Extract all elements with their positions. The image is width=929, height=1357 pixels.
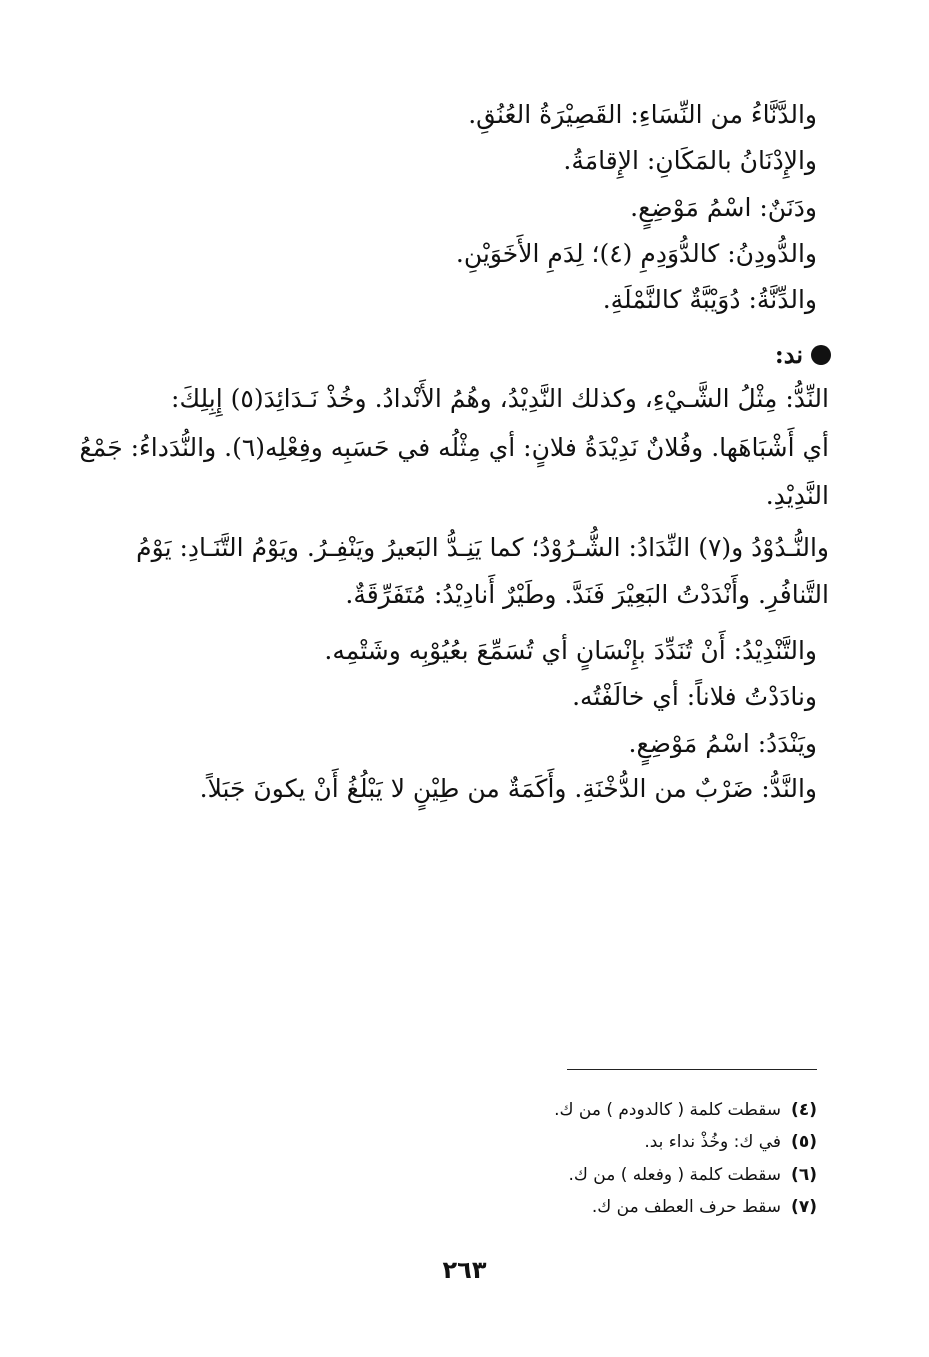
footnote-number: (٤) [791,1100,817,1120]
entry-line: ويَنْدَدُ: اسْمُ مَوْضِعٍ. [628,729,817,758]
footnote [644,1129,817,1155]
footnote-number: (٧) [791,1197,817,1217]
paragraph-line: أي أَشْبَاهَها. وفُلانٌ نَدِيْدَةُ فلانٍ: أي مِثْلُه في حَسَبِه وفِعْلِه(٦). والنُّدَداءُ: جَمْعُ [79,433,829,462]
footnote-separator [567,1069,817,1070]
entry-line: والدِّنَّةُ: دُوَيْبَّةٌ كالنَّمْلَةِ. [602,285,817,314]
entry-line: والإِدْنَانُ بالمَكَانِ: الإِقامَةُ. [563,146,817,175]
footnote-number: (٦) [791,1165,817,1185]
footnote-number: (٥) [791,1132,817,1152]
entry-line: والدُّودِنُ: كالدُّوَدِمِ (٤)؛ لِدَمِ الأَخَوَيْنِ. [455,239,817,268]
page-number: ٢٦٣ [442,1256,487,1284]
entry-heading-label: ند: [774,340,803,369]
entry-heading [775,338,831,372]
footnote [592,1194,817,1220]
footnote-text: سقط حرف العطف من ك. [591,1197,782,1217]
paragraph-line: النِّدُّ: مِثْلُ الشَّـيْءِ، وكذلك النَّدِيْدُ، وهُمُ الأَنْدادُ. وخُذْ نَـدَائِدَ(٥) إِبِلِكَ: [171,384,829,413]
entry-line: والدَّنَّاءُ من النِّسَاءِ: القَصِيْرَةُ العُنُقِ. [468,100,817,129]
footnote-text: في ك: وخُذْ نداء بد. [644,1132,782,1152]
paragraph-line: والنُّـدُوْدُ و(٧) النِّدَادُ: الشُّـرُوْدُ؛ كما يَنِـدُّ البَعيرُ ويَنْفِـرُ. ويَوْمُ التَّنَـادِ: يَوْمُ [136,533,829,562]
paragraph-line: النَّدِيْدِ. [765,481,829,510]
entry-line: ودَنَنٌ: اسْمُ مَوْضِعٍ. [630,193,817,222]
entry-line: ونادَدْتُ فلاناً: أي خالَفْتُه. [572,682,817,711]
footnote-text: سقطت كلمة ( كالدودم ) من ك. [554,1100,782,1120]
filled-circle-bullet-icon [811,345,831,365]
entry-line: والنَّدُّ: ضَرْبٌ من الدُّخْنَةِ. وأَكَمَةٌ من طِيْنٍ لا يَبْلُغُ أَنْ يكونَ جَبَلاً. [199,774,817,803]
footnote-text: سقطت كلمة ( وفعله ) من ك. [568,1165,782,1185]
paragraph-line: التَّنافُرِ. وأَنْدَدْتُ البَعِيْرَ فَنَدَّ. وطَيْرٌ أَنادِيْدُ: مُتَفَرِّقَةٌ. [345,580,829,609]
footnote [554,1097,817,1123]
entry-line: والتَّنْدِيْدُ: أَنْ تُنَدِّدَ بإِنْسَانٍ أي تُسَمِّعَ بعُيُوْبِه وشَتْمِه. [324,636,817,665]
footnote [568,1162,817,1188]
